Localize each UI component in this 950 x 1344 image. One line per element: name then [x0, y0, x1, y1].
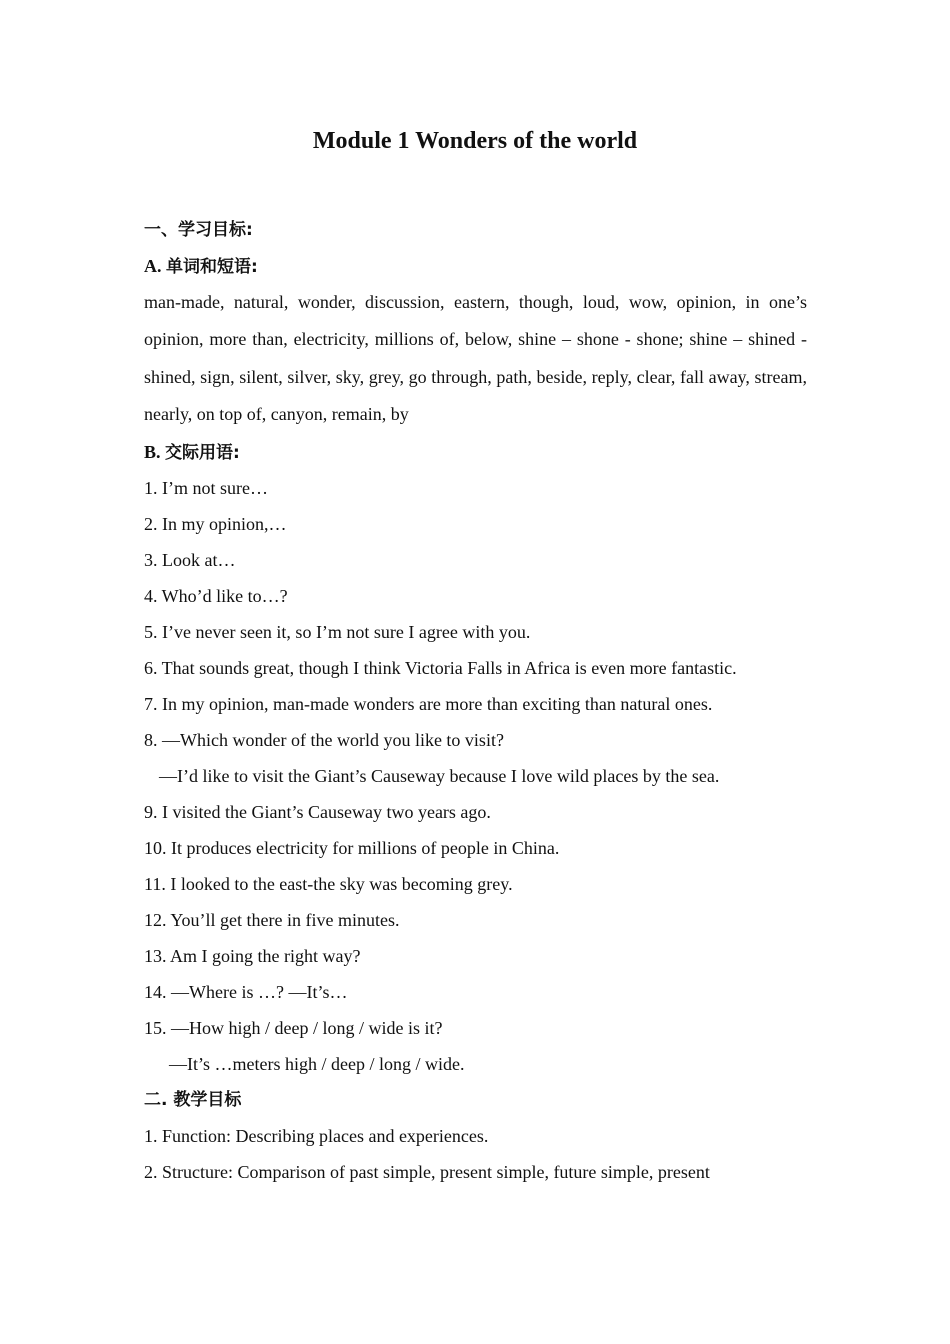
vocabulary-paragraph: man-made, natural, wonder, discussion, eastern, though, loud, wow, opinion, in one’s opinion, more than, electricity, millions of, below, shine – shone - shone; shine – shined - shined, sign, silent, silver, sky, grey, go through, path, beside, reply, clear, fall away, stream, nearly, on top of, canyon, remain, by [144, 292, 807, 425]
expression-item: 9. I visited the Giant’s Causeway two years ago. [144, 801, 491, 822]
expression-item: 11. I looked to the east-the sky was becoming grey. [144, 873, 513, 894]
subheading-letter: A. [144, 256, 166, 276]
expression-item: 10. It produces electricity for millions of people in China. [144, 837, 560, 858]
teaching-goal-item: 2. Structure: Comparison of past simple, present simple, future simple, present [144, 1161, 710, 1182]
expression-item: 1. I’m not sure… [144, 477, 268, 498]
subheading-letter: B. [144, 441, 166, 462]
subheading-words-phrases [144, 248, 807, 284]
teaching-goal-item: 1. Function: Describing places and experiences. [144, 1125, 489, 1146]
expression-item: 4. Who’d like to…? [144, 585, 288, 606]
expression-item: 15. —How high / deep / long / wide is it? [144, 1017, 443, 1038]
section-heading-number: 二 [144, 1089, 161, 1110]
expression-item: 13. Am I going the right way? [144, 945, 361, 966]
section-heading-teaching-goals [144, 1082, 807, 1118]
expression-item: 5. I’ve never seen it, so I’m not sure I agree with you. [144, 621, 531, 642]
expression-item-reply: —It’s …meters high / deep / long / wide. [169, 1053, 465, 1074]
expression-item: 6. That sounds great, though I think Victoria Falls in Africa is even more fantastic. [144, 657, 737, 678]
expression-item-reply: —I’d like to visit the Giant’s Causeway because I love wild places by the sea. [159, 765, 720, 786]
section-heading-label: . 教学目标 [161, 1089, 242, 1110]
document-title: Module 1 Wonders of the world [312, 128, 638, 154]
expression-item: 2. In my opinion,… [144, 513, 287, 534]
expression-item: 8. —Which wonder of the world you like to visit? [144, 729, 504, 750]
expression-item: 7. In my opinion, man-made wonders are more than exciting than natural ones. [144, 693, 713, 714]
document-body [144, 212, 807, 1190]
expression-item: 14. —Where is …? —It’s… [144, 981, 348, 1002]
subheading-expressions [144, 434, 807, 470]
expression-item: 3. Look at… [144, 549, 236, 570]
section-heading-learning-goals: 一、学习目标: [144, 220, 253, 240]
expression-item: 12. You’ll get there in five minutes. [144, 909, 400, 930]
subheading-label: 交际用语: [165, 442, 240, 463]
subheading-label: 单词和短语: [166, 257, 258, 277]
